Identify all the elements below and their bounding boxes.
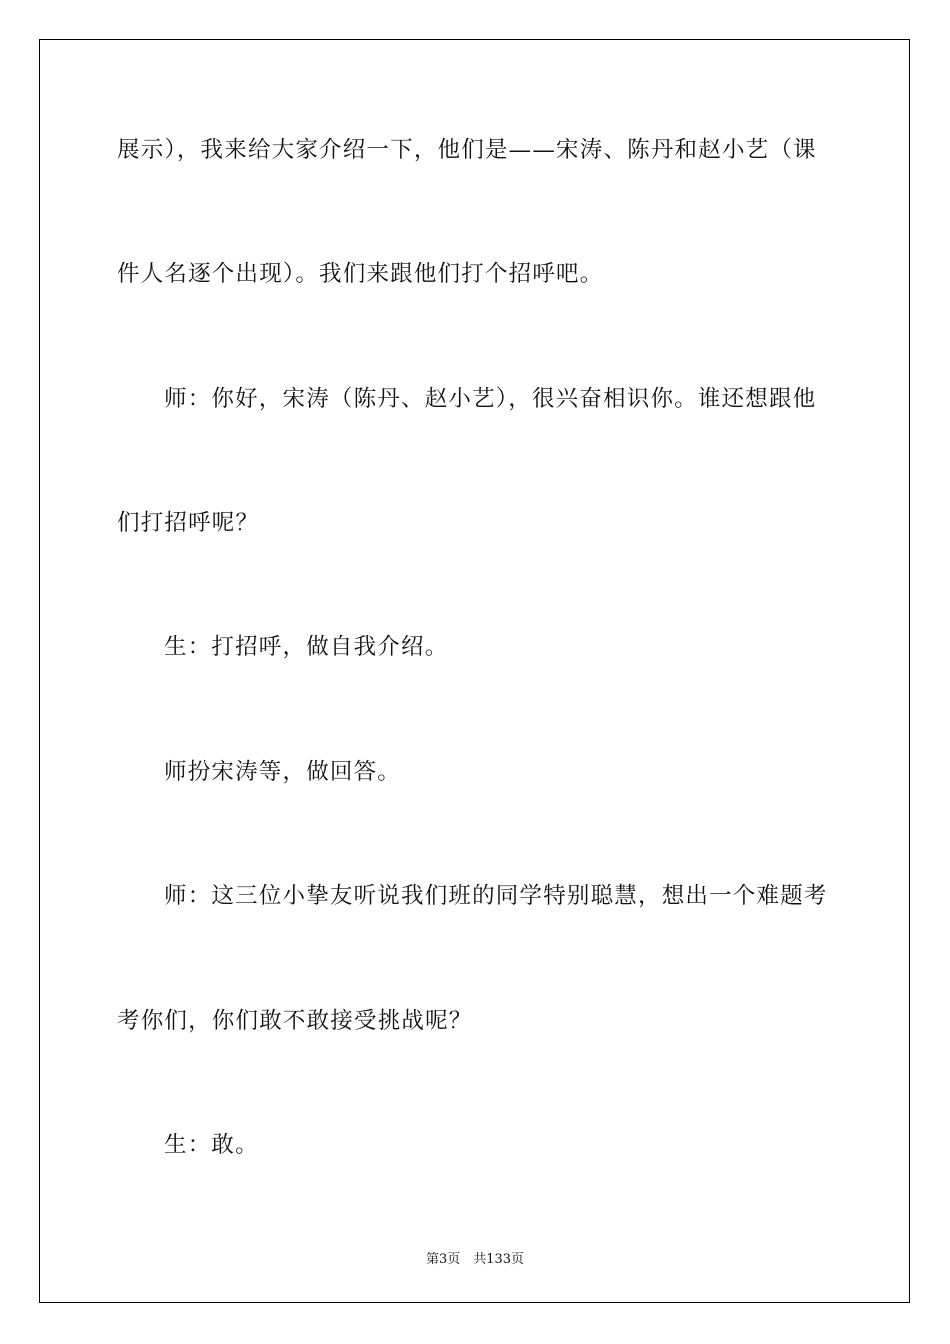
text-line: 生：打招呼，做自我介绍。 bbox=[164, 634, 449, 660]
text-line: 师：你好，宋涛（陈丹、赵小艺），很兴奋相识你。谁还想跟他 bbox=[164, 386, 817, 412]
page-border bbox=[39, 39, 910, 1303]
text-line: 展示），我来给大家介绍一下，他们是——宋涛、陈丹和赵小艺（课 bbox=[117, 137, 817, 163]
text-line: 师：这三位小挚友听说我们班的同学特别聪慧，想出一个难题考 bbox=[164, 883, 828, 909]
page-number-footer: 第3页 共133页 bbox=[425, 1252, 525, 1267]
text-line: 师扮宋涛等，做回答。 bbox=[164, 759, 402, 785]
text-line: 们打招呼呢？ bbox=[117, 510, 260, 536]
text-line: 生：敢。 bbox=[164, 1132, 259, 1158]
text-line: 考你们，你们敢不敢接受挑战呢？ bbox=[117, 1008, 473, 1034]
text-line: 件人名逐个出现）。我们来跟他们打个招呼吧。 bbox=[117, 261, 604, 287]
